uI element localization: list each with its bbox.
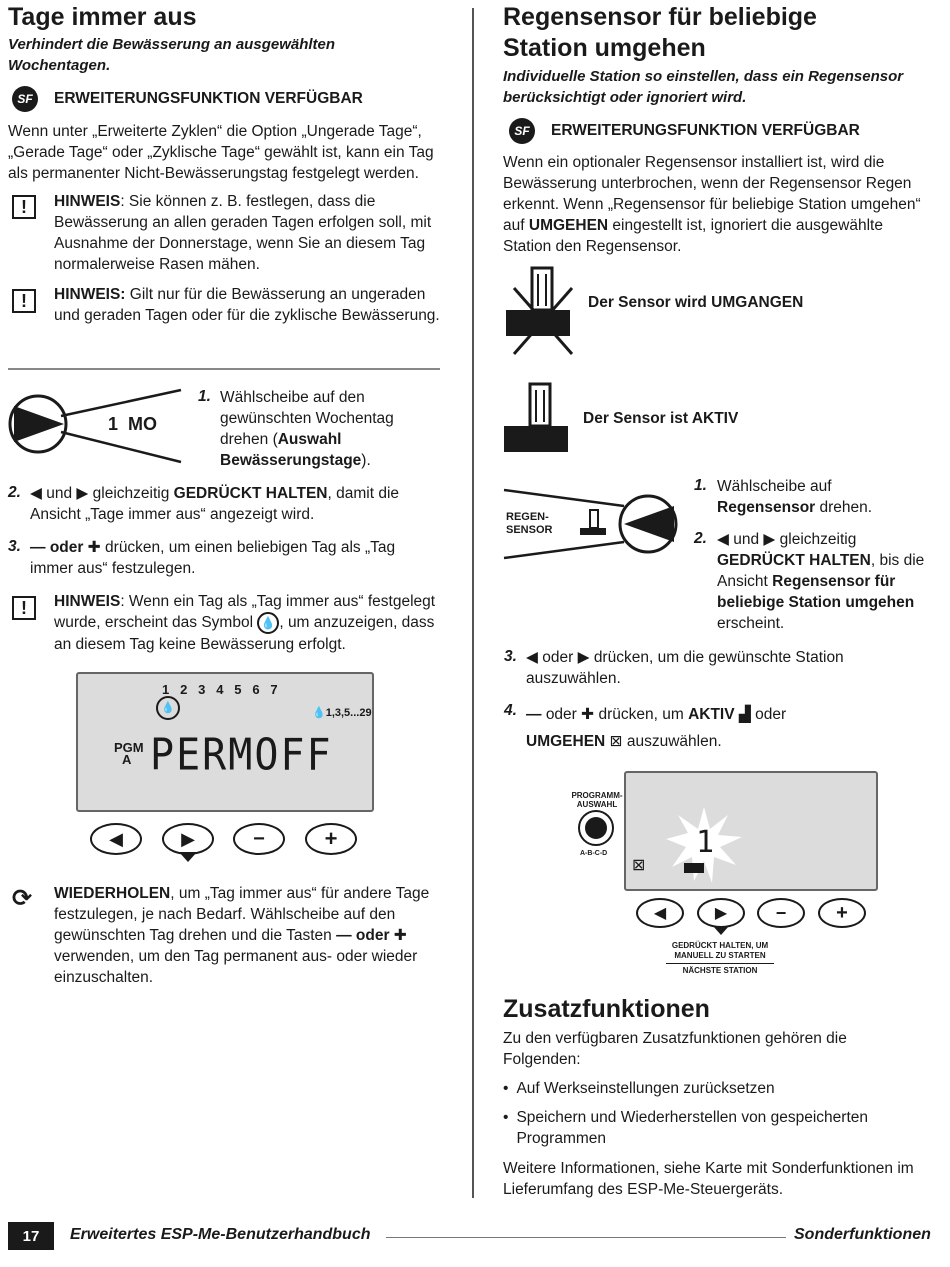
left-arrow-icon: ◀	[653, 905, 667, 922]
left-arrow-icon: ◀	[109, 828, 123, 849]
left-sf-row	[12, 86, 363, 112]
warning-icon: !	[12, 289, 36, 313]
r-step-4-number: 4.	[504, 702, 517, 719]
bypass-label: Der Sensor wird UMGANGEN	[588, 294, 804, 311]
dial-text: 1 MO	[108, 414, 158, 434]
sf-label: ERWEITERUNGSFUNKTION VERFÜGBAR	[54, 90, 363, 107]
minus-icon: —	[30, 539, 46, 556]
sensor-active-icon: ▟	[738, 706, 751, 723]
sensor-bypass-icon: ⊠	[609, 733, 623, 750]
r-step-2-number: 2.	[694, 530, 707, 547]
step-1-number: 1.	[198, 388, 211, 405]
lcd-station-digit: 1	[696, 825, 715, 860]
step-2-text: ◀ und ▶ gleichzeitig GEDRÜCKT HALTEN, damit die Ansicht „Tage immer aus“ angezeigt wird.	[30, 485, 400, 523]
plus-icon: ✚	[87, 539, 101, 556]
sensor-active-icon	[684, 863, 704, 873]
sensor-bypass-icon: ⊠	[632, 857, 646, 874]
left-intro: Wenn unter „Erweiterte Zyklen“ die Option „Ungerade Tage“, „Gerade Tage“ oder „Zyklische Tage“ gewählt ist, kann ein Tag als permanenter Nicht-Bewässerungstag festgelegt werden.	[8, 123, 434, 182]
right-arrow-icon: ▶	[181, 828, 195, 849]
right-arrow-icon: ▶	[763, 531, 776, 548]
button-pointer	[713, 926, 729, 935]
plus-icon: +	[836, 901, 848, 924]
lcd-days: 1 2 3 4 5 6 7	[162, 682, 278, 697]
plus-button[interactable]	[818, 898, 866, 928]
repeat-text: WIEDERHOLEN, um „Tag immer aus“ für andere Tage festzulegen, je nach Bedarf. Wählscheibe auf den gewünschten Tag drehen und die Tasten — oder ✚ verwenden, um den Tag permanent aus- oder wieder einzuschalten.	[54, 885, 430, 986]
warning-icon: !	[12, 596, 36, 620]
note-3: HINWEIS: Wenn ein Tag als „Tag immer aus“ festgelegt wurde, erscheint das Symbol 💧 , um anzuzeigen, dass an diesem Tag keine Bewässerung erfolgt.	[54, 593, 436, 653]
left-arrow-icon: ◀	[526, 649, 538, 666]
minus-icon: —	[336, 927, 352, 944]
right-intro: Wenn ein optionaler Regensensor installiert ist, wird die Bewässerung unterbrochen, wenn der Regensensor Regen erkennt. Wenn „Regensensor für beliebige Station umgehen“ auf UMGEHEN eingestellt ist, ignoriert die ausgewählte Station den Regensensor.	[503, 154, 921, 255]
step-2-number: 2.	[8, 484, 21, 501]
no-water-drop-icon: 💧	[156, 696, 180, 720]
r-step-1-number: 1.	[694, 477, 707, 494]
footer-rule	[386, 1237, 786, 1238]
plus-button[interactable]	[305, 823, 357, 855]
right-title: Regensensor für beliebige Station umgehen	[503, 3, 817, 62]
lcd-display-right	[624, 771, 878, 891]
note-1: HINWEIS: Sie können z. B. festlegen, dass die Bewässerung an allen geraden Tagen erfolgen soll, mit Ausnahme der Donnerstage, wenn Sie an diesem Tag normalerweise Rasen mähen.	[54, 193, 432, 273]
r-step-3-number: 3.	[504, 648, 517, 665]
left-divider	[8, 368, 440, 370]
left-title: Tage immer aus	[8, 3, 197, 31]
program-abcd: A-B-C-D	[580, 850, 608, 857]
sf-icon: SF	[509, 118, 535, 144]
list-item: • Auf Werkseinstellungen zurücksetzen	[503, 1080, 775, 1097]
plus-icon: ✚	[581, 706, 595, 723]
no-water-drop-icon: 💧	[257, 612, 279, 634]
program-button-icon	[585, 817, 607, 839]
active-label: Der Sensor ist AKTIV	[583, 410, 739, 427]
left-arrow-icon: ◀	[30, 485, 42, 502]
right-sf-row	[509, 118, 860, 144]
lcd-main-text: PERMOFF	[150, 729, 333, 781]
warning-icon: !	[12, 195, 36, 219]
page-number: 17	[8, 1222, 54, 1250]
left-arrow-icon: ◀	[717, 531, 729, 548]
footer-manual-title: Erweitertes ESP-Me-Benutzerhandbuch	[70, 1226, 371, 1243]
sensor-bypass-icon	[502, 264, 578, 356]
button-pointer	[179, 852, 197, 862]
left-subtitle: Verhindert die Bewässerung an ausgewählten Wochentagen.	[8, 36, 336, 74]
extra-title: Zusatzfunktionen	[503, 995, 710, 1023]
sf-label: ERWEITERUNGSFUNKTION VERFÜGBAR	[551, 122, 860, 139]
right-subtitle: Individuelle Station so einstellen, dass ein Regensensor berücksichtigt oder ignoriert wird.	[503, 68, 904, 106]
lcd-program: PGM A	[114, 740, 144, 767]
column-divider	[472, 8, 474, 1198]
note-2: HINWEIS: Gilt nur für die Bewässerung an ungeraden und geraden Tagen oder für die zyklische Bewässerung.	[54, 286, 440, 324]
footer-section: Sonderfunktionen	[794, 1226, 931, 1243]
minus-icon: −	[775, 902, 787, 923]
program-select-button[interactable]	[578, 810, 614, 846]
list-item: • Speichern und Wiederherstellen von gespeicherten Programmen	[503, 1109, 868, 1147]
extra-bullets	[503, 1078, 923, 1149]
rain-sensor-label: REGEN- SENSOR	[506, 511, 553, 536]
r-step-2-text: ◀ und ▶ gleichzeitig GEDRÜCKT HALTEN, bis die Ansicht Regensensor für beliebige Station umgehen erscheint.	[717, 531, 925, 632]
r-step-4-text: — oder ✚ drücken, um AKTIV ▟ oder UMGEHEN ⊠ auszuwählen.	[526, 706, 787, 750]
minus-button[interactable]	[757, 898, 805, 928]
right-arrow-button[interactable]	[162, 823, 214, 855]
r-step-1-text: Wählscheibe auf Regensensor drehen.	[717, 478, 873, 516]
minus-icon: —	[526, 706, 542, 723]
repeat-icon: ⟳	[12, 885, 33, 912]
r-step-3-text: ◀ oder ▶ drücken, um die gewünschte Station auszuwählen.	[526, 649, 844, 687]
dial-illustration	[6, 386, 184, 466]
sf-icon: SF	[12, 86, 38, 112]
extra-outro: Weitere Informationen, siehe Karte mit Sonderfunktionen im Lieferumfang des ESP-Me-Steuergeräts.	[503, 1160, 914, 1198]
step-3-number: 3.	[8, 538, 21, 555]
minus-button[interactable]	[233, 823, 285, 855]
lcd-display-left	[76, 672, 374, 812]
hold-caption: GEDRÜCKT HALTEN, UM MANUELL ZU STARTEN NÄCHSTE STATION	[662, 941, 778, 976]
plus-icon: ✚	[393, 927, 407, 944]
step-3-text: — oder ✚ drücken, um einen beliebigen Tag als „Tag immer aus“ festzulegen.	[30, 539, 396, 577]
left-arrow-button[interactable]	[636, 898, 684, 928]
extra-intro: Zu den verfügbaren Zusatzfunktionen gehören die Folgenden:	[503, 1030, 847, 1068]
minus-icon: −	[253, 827, 265, 850]
lcd-odd-days: 💧1,3,5...29	[312, 707, 372, 719]
step-1-text: Wählscheibe auf den gewünschten Wochentag drehen (Auswahl Bewässerungstage).	[220, 389, 394, 469]
program-select-label: PROGRAMM- AUSWAHL	[571, 791, 623, 809]
right-arrow-icon: ▶	[577, 649, 590, 666]
left-arrow-button[interactable]	[90, 823, 142, 855]
plus-icon: +	[324, 826, 338, 851]
right-arrow-icon: ▶	[714, 905, 728, 922]
sensor-active-icon	[502, 380, 574, 456]
right-arrow-button[interactable]	[697, 898, 745, 928]
water-drop-icon: 💧	[312, 707, 326, 719]
right-arrow-icon: ▶	[76, 485, 89, 502]
